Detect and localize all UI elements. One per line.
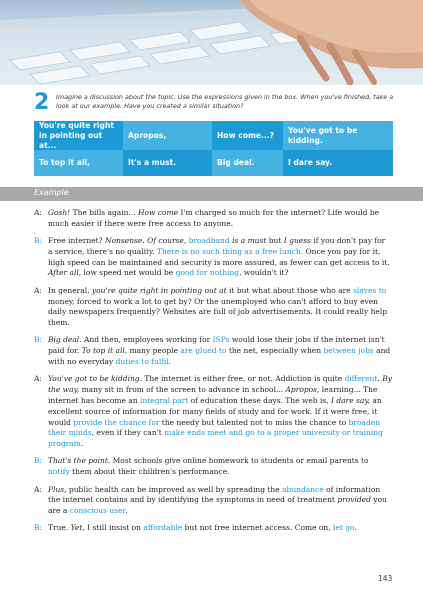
example-label: Example	[34, 188, 69, 197]
dialogue-turn	[34, 208, 392, 230]
expression-italic: I dare say,	[331, 395, 370, 405]
dialogue-text: , wouldn't it?	[239, 268, 289, 278]
expression-italic: Nonsense. Of course,	[105, 236, 187, 246]
vocabulary-highlight: abundance	[282, 484, 324, 494]
dialogue-text: learning... The internet has become an	[48, 385, 378, 405]
expression-italic: you're quite right in pointing out at	[91, 285, 227, 295]
dialogue-text: if you don't pay for a service, there's no quality.	[48, 236, 386, 256]
dialogue-text: True.	[48, 523, 71, 533]
expression-italic: is a must	[232, 236, 267, 246]
dialogue-turn	[34, 485, 392, 517]
task-number: 2	[34, 90, 50, 115]
page-number: 143	[378, 574, 393, 583]
expression-italic: Yet,	[70, 523, 85, 533]
expression-big-deal: Big deal.	[212, 150, 283, 176]
dialogue-text: Free internet?	[48, 236, 106, 246]
expression-italic: provided	[337, 495, 371, 505]
speaker-label: B:	[34, 523, 43, 533]
expression-how-come: How come...?	[212, 121, 283, 150]
expressions-box	[34, 121, 393, 176]
vocabulary-highlight: different	[344, 374, 378, 384]
vocabulary-highlight: notify	[48, 467, 70, 477]
dialogue-text: of education these days. The web is,	[188, 395, 331, 405]
dialogue-text: money, forced to work a lot to get by? Or the unemployed who can't afford to buy even daily newspapers frequently? Websites are full of job advertisements. It could really help them.	[48, 296, 388, 328]
vocabulary-highlight: integral part	[140, 395, 189, 405]
dialogue-turn	[34, 335, 392, 367]
dialogue-text: the net, especially when	[226, 346, 324, 356]
expression-top-it-all: To top it all,	[34, 150, 123, 176]
expression-kidding: You've got to be kidding.	[283, 121, 393, 150]
expression-italic: Gosh!	[48, 208, 71, 217]
dialogue-text: .	[168, 357, 172, 367]
speaker-label: A:	[34, 208, 42, 217]
speaker-label: A:	[34, 285, 42, 295]
dialogue-text: and with no everyday	[48, 346, 391, 367]
dialogue-text: of information the internet contains and by identifying the symptoms in need of treatment	[48, 484, 381, 505]
task-2	[34, 92, 394, 118]
vocabulary-highlight: good for nothing	[175, 268, 240, 278]
dialogue-text: you are a	[48, 495, 387, 516]
dialogue-text: would lose their jobs if the internet isn't paid for.	[48, 335, 385, 356]
dialogue-text: The internet is either free, or not. Addiction is quite	[141, 374, 345, 384]
expression-apropos: Apropos,	[123, 121, 212, 150]
dialogue	[34, 208, 392, 541]
vocabulary-highlight: provide the chance for	[73, 417, 160, 427]
dialogue-text: an excellent source of information for many fields of study and for work. If it were free, it would	[48, 395, 382, 427]
speaker-label: B:	[34, 456, 43, 466]
vocabulary-highlight: There is no such thing as a free lunch.	[157, 246, 304, 256]
vocabulary-highlight: ISPs	[212, 335, 230, 345]
vocabulary-highlight: duties to fulfil	[115, 357, 169, 367]
dialogue-turn	[34, 523, 392, 534]
dialogue-turn	[34, 236, 392, 279]
header-photo-keyboard-hands	[0, 0, 423, 85]
example-bar	[0, 187, 423, 201]
expression-italic: Plus,	[48, 484, 67, 494]
dialogue-turn	[34, 374, 392, 450]
vocabulary-highlight: make ends meet and go to a proper university or training program	[48, 428, 383, 449]
dialogue-text: but	[266, 236, 284, 246]
dialogue-turn	[34, 286, 392, 329]
dialogue-text: .	[354, 523, 357, 533]
speaker-label: B:	[34, 236, 43, 246]
expression-quite-right: You're quite right in pointing out at...	[34, 121, 123, 150]
vocabulary-highlight: slaves to	[353, 285, 387, 295]
speaker-label: B:	[34, 335, 43, 345]
dialogue-text: low speed net would be	[81, 268, 176, 278]
expression-italic: I guess	[283, 236, 311, 246]
dialogue-text: In general,	[48, 285, 92, 295]
dialogue-text: it but what about those who are	[226, 285, 354, 295]
vocabulary-highlight: broaden their minds	[48, 417, 381, 438]
expression-italic: You've got to be kidding.	[48, 374, 142, 384]
dialogue-text: I still insist on	[84, 523, 144, 533]
dialogue-text: , even if they can't	[91, 428, 165, 438]
expression-italic: How come	[137, 208, 179, 217]
speaker-label: A:	[34, 374, 42, 384]
task-instruction: Imagine a discussion about the topic. Use the expressions given in the box. When you've finished, take a look at our example. Have you created a similar situation?	[56, 93, 394, 110]
vocabulary-highlight: let go	[333, 523, 355, 533]
dialogue-text: The bills again...	[70, 208, 138, 217]
vocabulary-highlight: broadband	[188, 236, 230, 246]
expression-italic: After all,	[48, 268, 82, 278]
dialogue-text: Most schools give online homework to students or email parents to	[110, 456, 369, 466]
vocabulary-highlight: conscious user	[69, 506, 126, 516]
expression-italic: To top it all,	[81, 346, 128, 356]
dialogue-text: .	[377, 374, 383, 384]
dialogue-text: them about their children's performance.	[69, 467, 230, 477]
dialogue-text: I'm charged so much for the internet? Life would be much easier if there were free access to anyone.	[48, 208, 380, 228]
dialogue-text: And then, employees working for	[81, 335, 213, 345]
dialogue-text: Once you pay for it, high speed can be maintained and security is more assured, as fewer can get access to it.	[48, 246, 390, 267]
speaker-label: A:	[34, 484, 42, 494]
dialogue-text: .	[80, 439, 84, 449]
dialogue-text: but not free internet access. Come on,	[182, 523, 334, 533]
vocabulary-highlight: between jobs	[323, 346, 374, 356]
dialogue-text: the needy but talented not to miss the chance to	[159, 417, 349, 427]
expression-italic: By the way,	[48, 374, 392, 395]
dialogue-text: .	[125, 506, 128, 516]
vocabulary-highlight: affordable	[143, 523, 183, 533]
expression-dare-say: I dare say.	[283, 150, 393, 176]
expression-italic: Big deal.	[48, 335, 82, 345]
expression-italic: Apropos,	[285, 385, 320, 395]
dialogue-text: many sit in from of the screen to advance in school...	[79, 385, 286, 395]
dialogue-turn	[34, 456, 392, 478]
dialogue-text: many people	[127, 346, 181, 356]
expression-italic: That's the point.	[48, 456, 111, 466]
vocabulary-highlight: are glued to	[180, 346, 227, 356]
expression-must: It's a must.	[123, 150, 212, 176]
dialogue-text: public health can be improved as well by spreading the	[66, 484, 283, 494]
